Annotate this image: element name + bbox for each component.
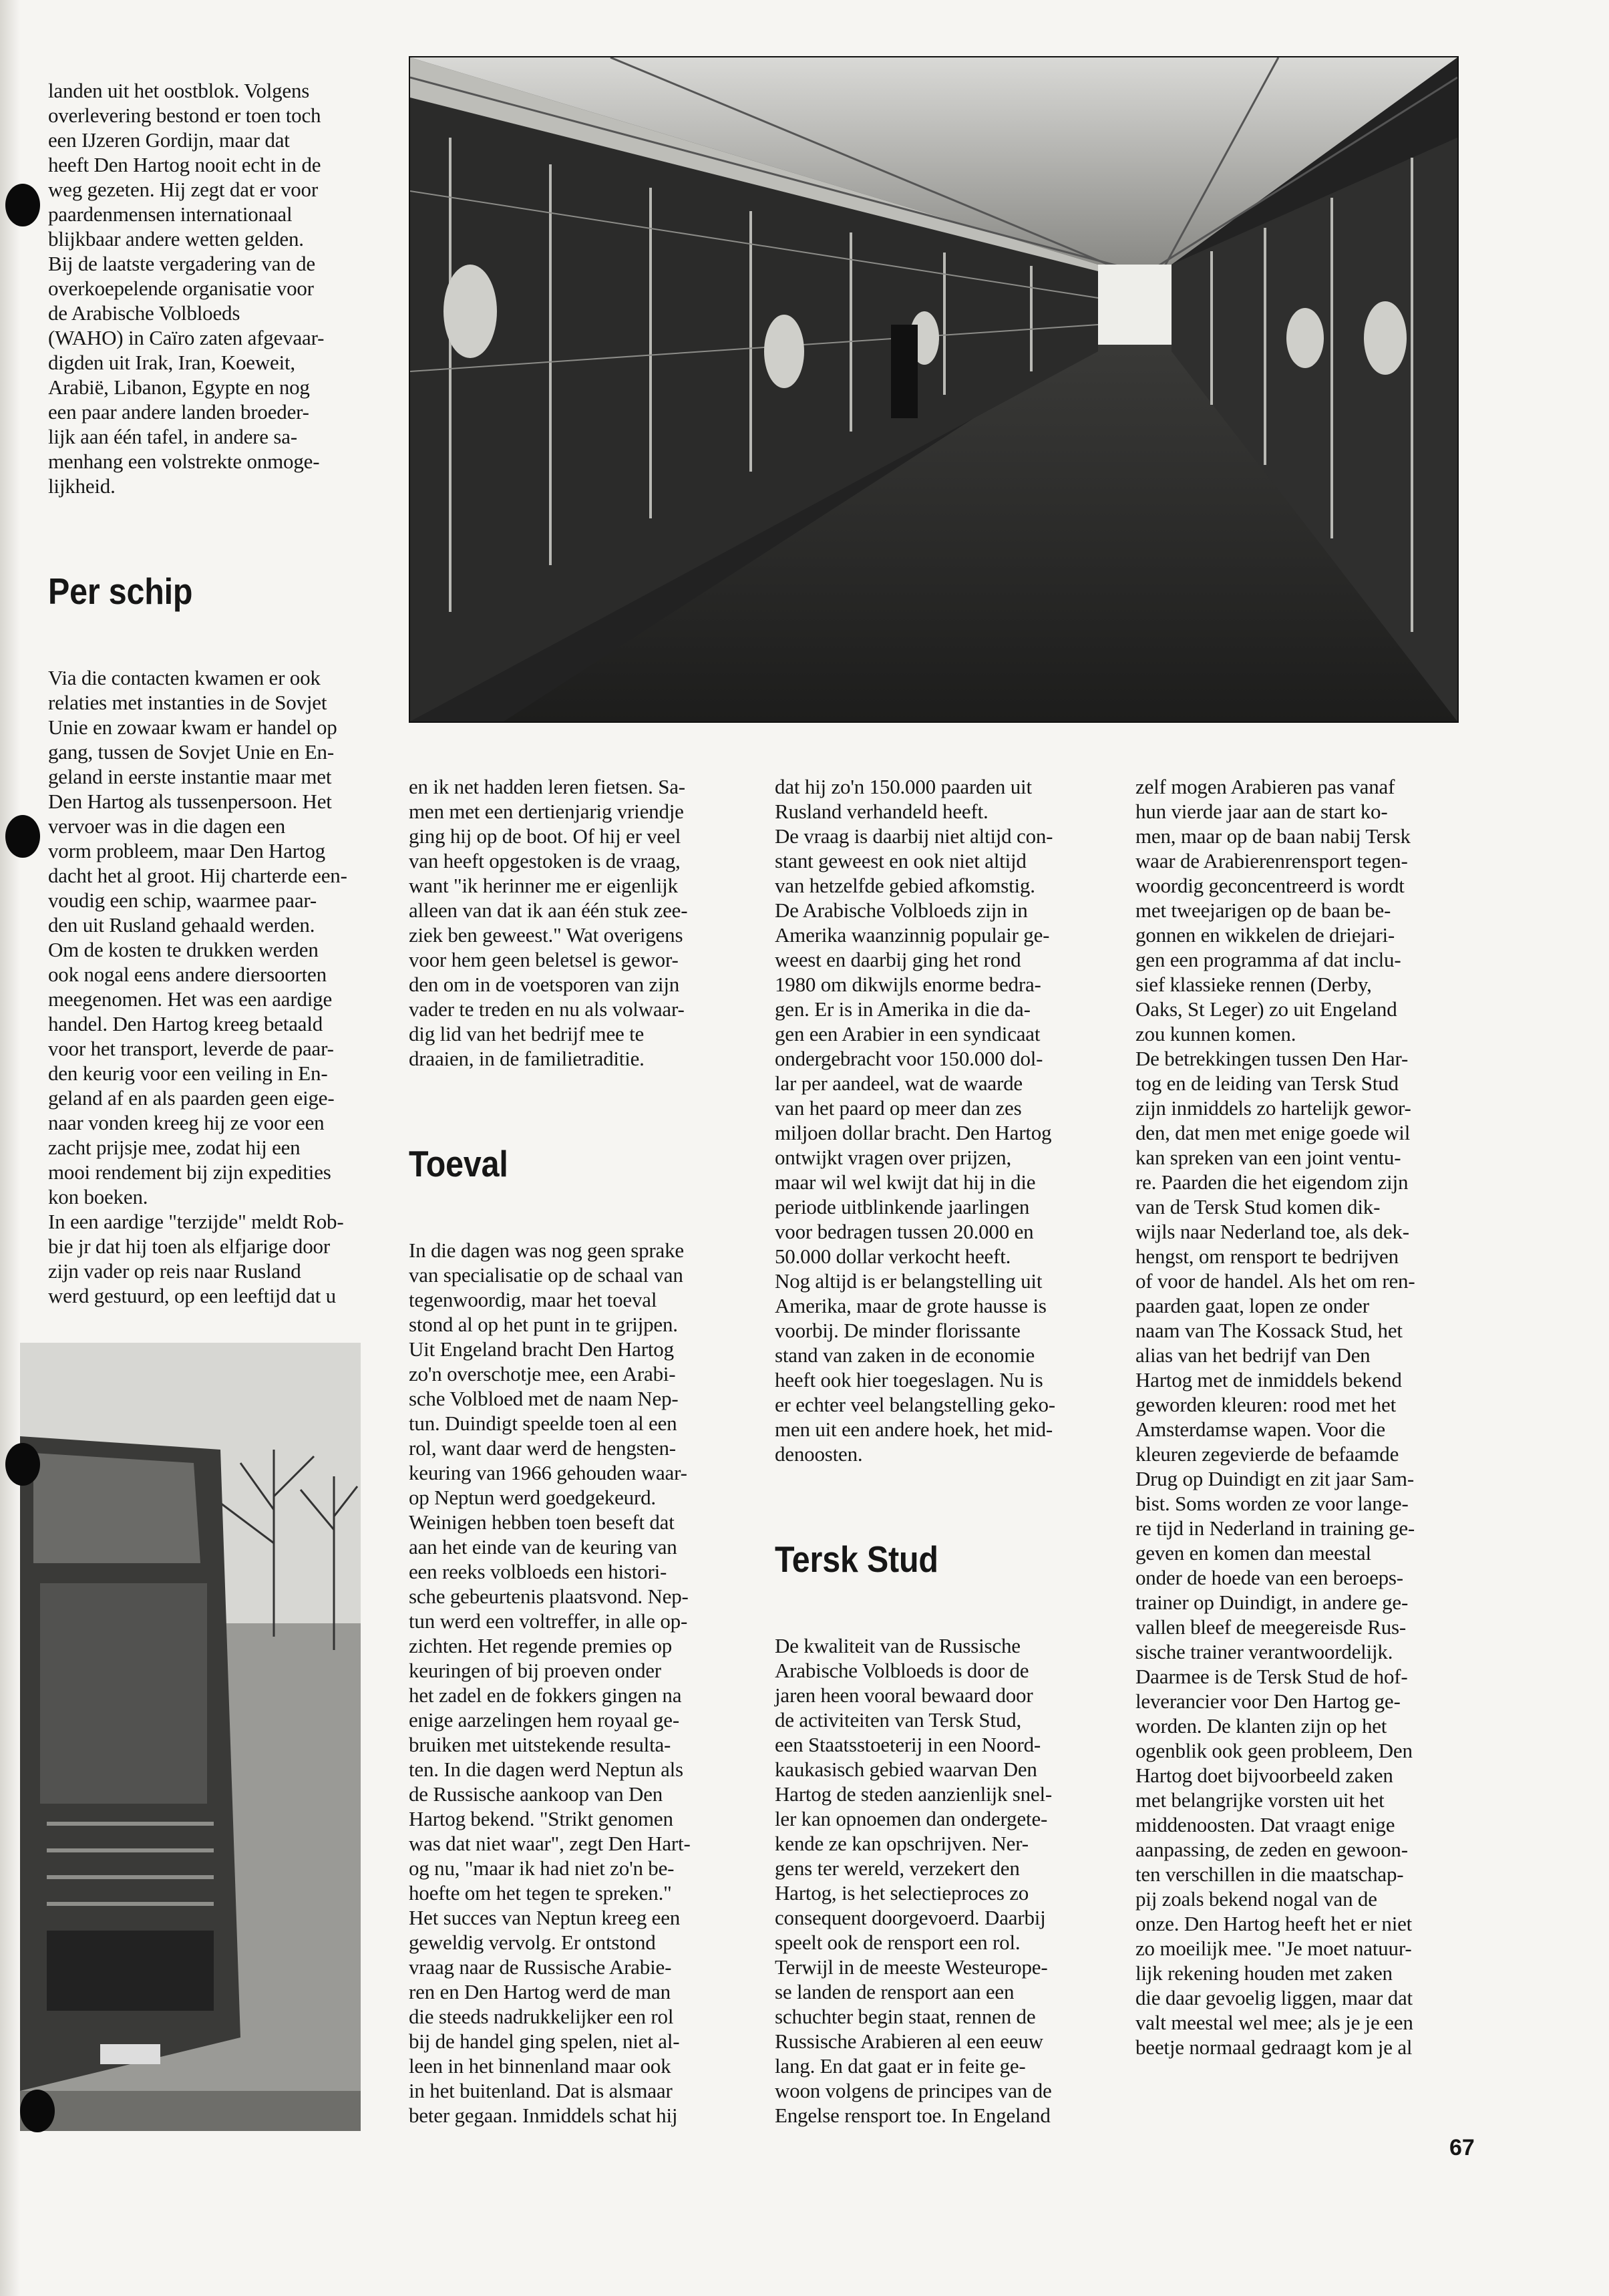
paragraph: In die dagen was nog geen sprake van specialisatie op de schaal van tegenwoordig, maar het toeval stond al op het punt in te grijpen. Uit Engeland bracht Den Hartog zo'n overschotje mee, een Arabi- sche Volbloed met de naam Nep- tun. Duindigt speelde toen al een rol, want daar werd de hengsten- keuring van 1966 gehouden waar- op Neptun werd goedgekeurd. Weinigen hebben toen beseft dat aan het einde van de keuring van een reeks volbloeds een histori- sche gebeurtenis plaatsvond. Nep- tun werd een voltreffer, in alle op- zichten. Het regende premies op keuringen of bij proeven onder het zadel en de fokkers gingen na enige aarzelingen hem royaal ge- bruiken met uitstekende resulta- ten. In die dagen werd Neptun als de Russische aankoop van Den Hartog bekend. "Strikt genomen was dat niet waar", zegt Den Hart- og nu, "maar ik had niet zo'n be- hoefte om het tegen te spreken." Het succes van Neptun kreeg een geweldig vervolg. Er ontstond vraag naar de Russische Arabie- ren en Den Hartog werd de man die steeds nadrukkelijker een rol bij de handel ging spelen, niet al- leen in het binnenland maar ook in het buitenland. Dat is alsmaar beter gegaan. Inmiddels schat hij (409, 1239, 691, 2127)
paragraph: dat hij zo'n 150.000 paarden uit Rusland verhandeld heeft. De vraag is daarbij niet altijd con- stant geweest en ook niet altijd van hetzelfde gebied afkomstig. De Arabische Volbloeds zijn in Amerika waanzinnig populair ge- weest en daarbij ging het rond 1980 om dikwijls enorme bedra- gen. Er is in Amerika in die da- gen een Arabier in een syndicaat ondergebracht voor 150.000 dol- lar per aandeel, wat de waarde van het paard op meer dan zes miljoen dollar bracht. Den Hartog ontwijkt vragen over prijzen, maar wil wel kwijt dat hij in die periode uitblinkende jaarlingen voor bedragen tussen 20.000 en 50.000 dollar verkocht heeft. Nog altijd is er belangstelling uit Amerika, maar de grote hausse is voorbij. De minder florissante stand van zaken in de economie heeft ook hier toegeslagen. Nu is er echter veel belangstelling geko- men uit een andere hoek, het mid- denoosten. (775, 775, 1055, 1466)
paragraph: Via die contacten kwamen er ook relaties met instanties in de Sovjet Unie en zowaar kwam er handel op gang, tussen de Sovjet Unie en En- geland in eerste instantie maar met Den Hartog als tussenpersoon. Het vervoer was in die dagen een vorm probleem, maar Den Hartog dacht het al groot. Hij charterde een- voudig een schip, waarmee paar- den uit Rusland gehaald werden. Om de kosten te drukken werden ook nogal eens andere diersoorten meegenomen. Het was een aardige handel. Den Hartog kreeg betaald voor het transport, leverde de paar- den keurig voor een veiling in En- geland af en als paarden geen eige- naar vonden kreeg hij ze voor een zacht prijsje mee, zodat hij een mooi rendement bij zijn expedities kon boeken. In een aardige "terzijde" meldt Rob- bie jr dat hij toen als elfjarige door zijn vader op reis naar Rusland werd gestuurd, op een leeftijd dat u (48, 666, 347, 1307)
punch-hole-top (5, 184, 40, 226)
paragraph: en ik net hadden leren fietsen. Sa- men met een dertienjarig vriendje ging hij op de boot. Of hij er veel van heeft opgestoken is de vraag, want "ik herinner me er eigenlijk alleen van dat ik aan één stuk zee- ziek ben geweest." Wat overigens voor hem geen beletsel is gewor- den om in de voetsporen van zijn vader te treden en nu als volwaar- dig lid van het bedrijf mee te draaien, in de familietraditie. (409, 775, 688, 1070)
paragraph: De kwaliteit van de Russische Arabische Volbloeds is door de jaren heen vooral bewaard door de activiteiten van Tersk Stud, een Staatsstoeterij in een Noord- kaukasisch gebied waarvan Den Hartog de steden aanzienlijk snel- ler kan opnoemen dan ondergete- kende ze kan opschrijven. Ner- gens ter wereld, verzekert den Hartog, is het selectieproces zo consequent doorgevoerd. Daarbij speelt ook de rensport een rol. Terwijl in de meeste Westeurope- se landen de rensport aan een schuchter begin staat, rennen de Russische Arabieren al een eeuw lang. En dat gaat er in feite ge- woon volgens de principes van de Engelse rensport toe. In Engeland (775, 1634, 1052, 2127)
punch-hole-middle (5, 815, 40, 858)
column-left (48, 53, 395, 1333)
column-3 (775, 750, 1109, 2152)
scan-edge-shadow (0, 0, 20, 2296)
punch-hole-bottom (20, 2090, 55, 2132)
column-2 (409, 750, 743, 2152)
section-heading-per-schip: Per schip (48, 570, 193, 612)
section-heading-toeval: Toeval (409, 1143, 508, 1184)
paragraph: landen uit het oostblok. Volgens overlevering bestond er toen toch een IJzeren Gordijn, maar dat heeft Den Hartog nooit echt in de weg gezeten. Hij zegt dat er voor paardenmensen internationaal blijkbaar andere wetten gelden. Bij de laatste vergadering van de overkoepelende organisatie voor de Arabische Volbloeds (WAHO) in Caïro zaten afgevaar- digden uit Irak, Iran, Koeweit, Arabië, Libanon, Egypte en nog een paar andere landen broeder- lijk aan één tafel, in andere sa- menhang een volstrekte onmoge- lijkheid. (48, 79, 325, 498)
stable-photo (409, 56, 1459, 723)
page-number: 67 (1449, 2135, 1475, 2160)
column-4 (1135, 750, 1483, 2084)
truck-photo (20, 1343, 361, 2131)
section-heading-tersk-stud: Tersk Stud (775, 1538, 938, 1580)
punch-hole-lower (5, 1443, 40, 1486)
paragraph: zelf mogen Arabieren pas vanaf hun vierde jaar aan de start ko- men, maar op de baan nabij Tersk waar de Arabierenrensport tegen- woordig geconcentreerd is wordt met tweejarigen op de baan be- gonnen en wikkelen de driejari- gen een programma af dat inclu- sief klassieke rennen (Derby, Oaks, St Leger) zo uit Engeland zou kunnen komen. De betrekkingen tussen Den Har- tog en de leiding van Tersk Stud zijn inmiddels zo hartelijk gewor- den, dat men met enige goede wil kan spreken van een joint ventu- re. Paarden die het eigendom zijn van de Tersk Stud komen dik- wijls naar Nederland toe, als dek- hengst, om rensport te bedrijven of voor de handel. Als het om ren- paarden gaat, lopen ze onder naam van The Kossack Stud, het alias van het bedrijf van Den Hartog met de inmiddels bekend geworden kleuren: rood met het Amsterdamse wapen. Voor die kleuren zegevierde de befaamde Drug op Duindigt en zit jaar Sam- bist. Soms worden ze voor lange- re tijd in Nederland in training ge- geven en komen dan meestal onder de hoede van een beroeps- trainer op Duindigt, in andere ge- vallen bleef de meegereisde Rus- sische trainer verantwoordelijk. Daarmee is de Tersk Stud de hof- leverancier voor Den Hartog ge- worden. De klanten zijn op het ogenblik ook geen probleem, Den Hartog doet bijvoorbeeld zaken met belangrijke vorsten uit het middenoosten. Dat vraagt enige aanpassing, de zeden en gewoon- ten verschillen in die maatschap- pij zoals bekend nogal van de onze. Den Hartog heeft het er niet zo moeilijk mee. "Je moet natuur- lijk rekening houden met zaken die daar gevoelig liggen, maar dat valt meestal wel mee; als je je een beetje normaal gedraagt kom je al (1135, 775, 1415, 2059)
